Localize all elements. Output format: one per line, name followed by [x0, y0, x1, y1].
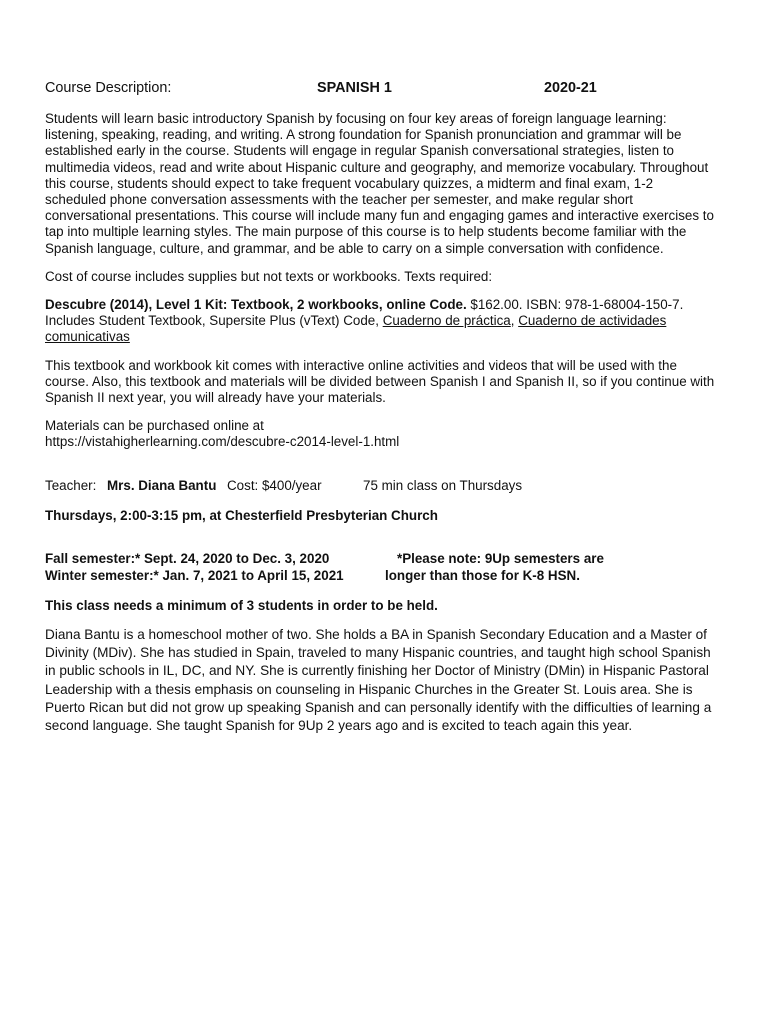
course-cost: Cost: $400/year	[227, 477, 322, 493]
class-duration: 75 min class on Thursdays	[363, 477, 523, 493]
teacher-line	[45, 478, 715, 496]
kit-note: This textbook and workbook kit comes with interactive online activities and videos that will be used with the course. Also, this textbook and materials will be divided between Spanish I and Spanish II, so if you continue with Spanish II next year, you will already have your materials.	[45, 357, 715, 406]
fall-semester: Fall semester:* Sept. 24, 2020 to Dec. 3, 2020	[45, 550, 330, 566]
cost-note: Cost of course includes supplies but not texts or workbooks. Texts required:	[45, 268, 493, 284]
document-page	[45, 80, 715, 735]
teacher-name: Mrs. Diana Bantu	[107, 477, 217, 493]
materials-info	[45, 418, 715, 450]
minimum-students-note: This class needs a minimum of 3 students in order to be held.	[45, 597, 438, 613]
course-description-text: Students will learn basic introductory Spanish by focusing on four key areas of foreign language learning: listening, speaking, reading, and writing. A strong foundation for Spanish pronunciation and grammar will be established early in the course. Students will engage in regular Spanish conversational strategies, listen to multimedia videos, read and write about Hispanic culture and geography, and memorize vocabulary. Throughout this course, students should expect to take frequent vocabulary quizzes, a midterm and final exam, 1-2 scheduled phone conversation assessments with the teacher per semester, and make regular short conversational presentations. This course will include many fun and engaging games and interactive exercises to tap into multiple learning styles. The main purpose of this course is to help students become familiar with the Spanish language, culture, and grammar, and be able to carry on a simple conversation with confidence.	[45, 111, 714, 256]
teacher-bio: Diana Bantu is a homeschool mother of two. She holds a BA in Spanish Secondary Education and a Master of Divinity (MDiv). She has studied in Spain, traveled to many Hispanic countries, and taught high school Spanish in public schools in IL, DC, and NY. She is currently finishing her Doctor of Ministry (DMin) in Hispanic Pastoral Leadership with a thesis emphasis on counseling in Hispanic Churches in the Greater St. Louis area. She is Puerto Rican but did not grow up speaking Spanish and can personally identify with the difficulties of learning a second language. She taught Spanish for 9Up 2 years ago and is excited to teach again this year.	[45, 627, 712, 734]
textbook-info	[45, 297, 715, 346]
materials-intro: Materials can be purchased online at	[45, 418, 264, 434]
workbook-separator: ,	[510, 313, 519, 329]
semester-note-line2: longer than those for K-8 HSN.	[385, 567, 580, 583]
document-header	[45, 80, 715, 102]
course-title: SPANISH 1	[317, 80, 392, 96]
textbook-title: Descubre (2014), Level 1 Kit: Textbook, 2 workbooks, online Code.	[45, 297, 467, 313]
school-year: 2020-21	[544, 80, 597, 96]
workbook-link-actividades[interactable]: Cuaderno de actividades comunicativas	[45, 313, 667, 345]
workbook-link-practica[interactable]: Cuaderno de práctica	[382, 313, 511, 329]
course-description-label: Course Description:	[45, 80, 172, 96]
materials-url[interactable]: https://vistahigherlearning.com/descubre-c2014-level-1.html	[45, 434, 400, 450]
winter-semester: Winter semester:* Jan. 7, 2021 to April 15, 2021	[45, 567, 344, 583]
teacher-label: Teacher:	[45, 477, 97, 493]
textbook-details: $162.00. ISBN: 978-1-68004-150-7. Includes Student Textbook, Supersite Plus (vText) Code,	[45, 297, 684, 329]
semester-dates	[45, 551, 715, 585]
semester-note-line1: *Please note: 9Up semesters are	[397, 550, 604, 566]
class-schedule: Thursdays, 2:00-3:15 pm, at Chesterfield Presbyterian Church	[45, 507, 438, 523]
